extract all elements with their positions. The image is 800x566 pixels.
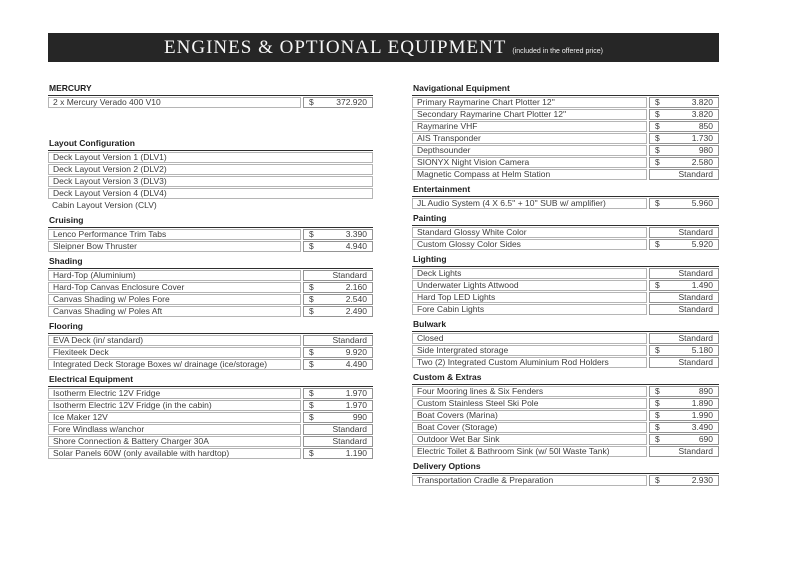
price-cell <box>649 145 719 156</box>
currency-symbol: $ <box>309 306 314 316</box>
item-label: Hard Top LED Lights <box>412 292 647 303</box>
price-value: 3.820 <box>691 97 713 107</box>
table-row <box>412 121 719 132</box>
column-right <box>412 84 719 491</box>
price-cell <box>303 229 373 240</box>
price-cell <box>649 280 719 291</box>
table-row <box>412 157 719 168</box>
price-cell <box>303 412 373 423</box>
item-label: Raymarine VHF <box>412 121 647 132</box>
price-cell <box>303 282 373 293</box>
table-row <box>412 239 719 250</box>
price-cell <box>649 345 719 356</box>
price-value: 5.180 <box>691 345 713 355</box>
standard-value: Standard <box>678 292 713 302</box>
currency-symbol: $ <box>309 400 314 410</box>
table-row <box>412 475 719 486</box>
table-row <box>48 282 373 293</box>
table-row <box>412 145 719 156</box>
item-label: Hard-Top (Aluminium) <box>48 270 301 281</box>
item-label: Two (2) Integrated Custom Aluminium Rod Holders <box>412 357 647 368</box>
section-title: Bulwark <box>412 320 719 332</box>
price-value: 2.160 <box>345 282 367 292</box>
item-label: Deck Layout Version 1 (DLV1) <box>48 152 373 163</box>
price-cell <box>649 422 719 433</box>
item-label: Side Intergrated storage <box>412 345 647 356</box>
price-cell <box>649 333 719 344</box>
price-cell <box>303 306 373 317</box>
price-value: 2.580 <box>691 157 713 167</box>
item-label: Deck Lights <box>412 268 647 279</box>
table-row <box>412 97 719 108</box>
section-title: Flooring <box>48 322 373 334</box>
section-delivery-options <box>412 462 719 486</box>
table-row <box>48 229 373 240</box>
table-row <box>48 188 373 199</box>
table-row <box>412 227 719 238</box>
section-lighting <box>412 255 719 315</box>
standard-value: Standard <box>678 268 713 278</box>
column-left <box>48 84 373 464</box>
price-value: 1.890 <box>691 398 713 408</box>
item-label: Primary Raymarine Chart Plotter 12'' <box>412 97 647 108</box>
currency-symbol: $ <box>655 121 660 131</box>
currency-symbol: $ <box>655 386 660 396</box>
price-value: 2.540 <box>345 294 367 304</box>
price-value: 850 <box>698 121 713 131</box>
section-title: Painting <box>412 214 719 226</box>
table-row <box>48 424 373 435</box>
page-header <box>48 33 719 62</box>
item-label: Cabin Layout Version (CLV) <box>52 200 157 210</box>
price-value: 1.990 <box>691 410 713 420</box>
section-title: Navigational Equipment <box>412 84 719 96</box>
standard-value: Standard <box>678 227 713 237</box>
item-label: Transportation Cradle & Preparation <box>412 475 647 486</box>
price-value: 3.390 <box>345 229 367 239</box>
table-row <box>48 270 373 281</box>
price-cell <box>649 198 719 209</box>
table-row <box>412 109 719 120</box>
price-cell <box>649 97 719 108</box>
currency-symbol: $ <box>309 347 314 357</box>
currency-symbol: $ <box>655 280 660 290</box>
price-cell <box>649 386 719 397</box>
table-row <box>412 292 719 303</box>
currency-symbol: $ <box>309 282 314 292</box>
currency-symbol: $ <box>309 412 314 422</box>
price-value: 1.970 <box>345 388 367 398</box>
table-row <box>412 345 719 356</box>
price-cell <box>649 268 719 279</box>
item-label: Shore Connection & Battery Charger 30A <box>48 436 301 447</box>
item-label: Magnetic Compass at Helm Station <box>412 169 647 180</box>
section-cruising <box>48 216 373 252</box>
price-cell <box>649 133 719 144</box>
price-value: 690 <box>698 434 713 444</box>
price-value: 1.970 <box>345 400 367 410</box>
item-label: Four Mooring lines & Six Fenders <box>412 386 647 397</box>
price-cell <box>649 475 719 486</box>
table-row <box>48 448 373 459</box>
item-label: Fore Cabin Lights <box>412 304 647 315</box>
table-row <box>412 333 719 344</box>
item-label: Boat Covers (Marina) <box>412 410 647 421</box>
section-flooring <box>48 322 373 370</box>
price-cell <box>649 292 719 303</box>
price-cell <box>649 109 719 120</box>
item-label: JL Audio System (4 X 6.5'' + 10'' SUB w/ amplifier) <box>412 198 647 209</box>
price-cell <box>649 446 719 457</box>
section-custom-extras <box>412 373 719 457</box>
price-value: 4.490 <box>345 359 367 369</box>
item-label: Ice Maker 12V <box>48 412 301 423</box>
currency-symbol: $ <box>309 294 314 304</box>
price-cell <box>303 448 373 459</box>
standard-value: Standard <box>678 357 713 367</box>
table-row <box>48 164 373 175</box>
standard-value: Standard <box>332 436 367 446</box>
currency-symbol: $ <box>655 345 660 355</box>
price-value: 2.490 <box>345 306 367 316</box>
price-cell <box>649 304 719 315</box>
section-title: Entertainment <box>412 185 719 197</box>
page-title: ENGINES & OPTIONAL EQUIPMENT <box>164 36 507 58</box>
table-row <box>412 280 719 291</box>
table-row <box>48 335 373 346</box>
standard-value: Standard <box>678 333 713 343</box>
section-painting <box>412 214 719 250</box>
item-label: Depthsounder <box>412 145 647 156</box>
table-row <box>48 347 373 358</box>
table-row <box>48 388 373 399</box>
price-value: 4.940 <box>345 241 367 251</box>
item-label: Fore Windlass w/anchor <box>48 424 301 435</box>
price-cell <box>303 335 373 346</box>
price-cell <box>303 270 373 281</box>
item-label: AIS Transponder <box>412 133 647 144</box>
item-label: Deck Layout Version 2 (DLV2) <box>48 164 373 175</box>
item-label: Electric Toilet & Bathroom Sink (w/ 50l Waste Tank) <box>412 446 647 457</box>
standard-value: Standard <box>678 446 713 456</box>
table-row <box>412 386 719 397</box>
table-row <box>48 412 373 423</box>
price-cell <box>649 227 719 238</box>
item-label: Secondary Raymarine Chart Plotter 12'' <box>412 109 647 120</box>
section-navigational-equipment <box>412 84 719 180</box>
currency-symbol: $ <box>309 359 314 369</box>
table-row <box>48 400 373 411</box>
item-label: Custom Glossy Color Sides <box>412 239 647 250</box>
item-label: Isotherm Electric 12V Fridge (in the cabin) <box>48 400 301 411</box>
table-row <box>48 241 373 252</box>
item-label: Boat Cover (Storage) <box>412 422 647 433</box>
price-cell <box>303 424 373 435</box>
table-row <box>48 294 373 305</box>
price-cell <box>303 241 373 252</box>
price-value: 1.190 <box>345 448 367 458</box>
standard-value: Standard <box>332 270 367 280</box>
price-value: 980 <box>698 145 713 155</box>
item-label: Standard Glossy White Color <box>412 227 647 238</box>
table-row <box>412 410 719 421</box>
table-row <box>48 359 373 370</box>
section-title: Shading <box>48 257 373 269</box>
table-row <box>412 422 719 433</box>
section-title: Delivery Options <box>412 462 719 474</box>
table-row <box>412 169 719 180</box>
price-cell <box>303 400 373 411</box>
item-label: Custom Stainless Steel Ski Pole <box>412 398 647 409</box>
price-cell <box>303 97 373 108</box>
price-cell <box>649 157 719 168</box>
currency-symbol: $ <box>655 157 660 167</box>
section-entertainment <box>412 185 719 209</box>
table-row <box>412 357 719 368</box>
currency-symbol: $ <box>309 241 314 251</box>
price-cell <box>303 347 373 358</box>
price-cell <box>303 294 373 305</box>
currency-symbol: $ <box>655 239 660 249</box>
item-label: Canvas Shading w/ Poles Aft <box>48 306 301 317</box>
item-label: Lenco Performance Trim Tabs <box>48 229 301 240</box>
currency-symbol: $ <box>655 198 660 208</box>
item-label: Integrated Deck Storage Boxes w/ drainage (ice/storage) <box>48 359 301 370</box>
item-label: Solar Panels 60W (only available with hardtop) <box>48 448 301 459</box>
section-shading <box>48 257 373 317</box>
price-cell <box>649 169 719 180</box>
item-label: Isotherm Electric 12V Fridge <box>48 388 301 399</box>
item-label: Closed <box>412 333 647 344</box>
price-cell <box>303 388 373 399</box>
table-row <box>412 133 719 144</box>
price-cell <box>303 436 373 447</box>
table-row <box>412 198 719 209</box>
standard-value: Standard <box>678 169 713 179</box>
item-label: Outdoor Wet Bar Sink <box>412 434 647 445</box>
table-row <box>48 306 373 317</box>
standard-value: Standard <box>678 304 713 314</box>
currency-symbol: $ <box>655 422 660 432</box>
price-value: 2.930 <box>691 475 713 485</box>
section-layout-configuration <box>48 139 373 211</box>
item-label: 2 x Mercury Verado 400 V10 <box>48 97 301 108</box>
price-cell <box>303 359 373 370</box>
price-value: 5.920 <box>691 239 713 249</box>
currency-symbol: $ <box>655 133 660 143</box>
currency-symbol: $ <box>655 434 660 444</box>
item-label: SIONYX Night Vision Camera <box>412 157 647 168</box>
currency-symbol: $ <box>655 109 660 119</box>
price-cell <box>649 398 719 409</box>
item-label: Underwater Lights Attwood <box>412 280 647 291</box>
table-row <box>412 434 719 445</box>
standard-value: Standard <box>332 335 367 345</box>
price-cell <box>649 410 719 421</box>
price-cell <box>649 121 719 132</box>
currency-symbol: $ <box>655 475 660 485</box>
item-label: Canvas Shading w/ Poles Fore <box>48 294 301 305</box>
table-row <box>48 97 373 108</box>
standard-value: Standard <box>332 424 367 434</box>
table-row <box>48 152 373 163</box>
section-title: Custom & Extras <box>412 373 719 385</box>
table-row <box>48 200 373 211</box>
page-subtitle: (included in the offered price) <box>512 47 603 55</box>
currency-symbol: $ <box>655 97 660 107</box>
table-row <box>412 304 719 315</box>
price-value: 5.960 <box>691 198 713 208</box>
item-label: Deck Layout Version 3 (DLV3) <box>48 176 373 187</box>
price-cell <box>649 357 719 368</box>
price-value: 1.490 <box>691 280 713 290</box>
item-label: Hard-Top Canvas Enclosure Cover <box>48 282 301 293</box>
price-value: 1.730 <box>691 133 713 143</box>
currency-symbol: $ <box>309 448 314 458</box>
currency-symbol: $ <box>309 97 314 107</box>
price-value: 3.490 <box>691 422 713 432</box>
section-bulwark <box>412 320 719 368</box>
price-value: 9.920 <box>345 347 367 357</box>
currency-symbol: $ <box>309 388 314 398</box>
table-row <box>48 436 373 447</box>
section-electrical-equipment <box>48 375 373 459</box>
price-cell <box>649 239 719 250</box>
currency-symbol: $ <box>655 410 660 420</box>
section-title: Layout Configuration <box>48 139 373 151</box>
price-value: 372.920 <box>336 97 367 107</box>
section-mercury <box>48 84 373 108</box>
table-row <box>412 398 719 409</box>
item-label: Sleipner Bow Thruster <box>48 241 301 252</box>
price-value: 990 <box>352 412 367 422</box>
section-title: MERCURY <box>48 84 373 96</box>
section-title: Cruising <box>48 216 373 228</box>
item-label: Deck Layout Version 4 (DLV4) <box>48 188 373 199</box>
section-title: Lighting <box>412 255 719 267</box>
table-row <box>412 446 719 457</box>
currency-symbol: $ <box>655 398 660 408</box>
table-row <box>48 176 373 187</box>
item-label: EVA Deck (in/ standard) <box>48 335 301 346</box>
price-value: 890 <box>698 386 713 396</box>
price-value: 3.820 <box>691 109 713 119</box>
item-label: Flexiteek Deck <box>48 347 301 358</box>
section-title: Electrical Equipment <box>48 375 373 387</box>
currency-symbol: $ <box>309 229 314 239</box>
currency-symbol: $ <box>655 145 660 155</box>
table-row <box>412 268 719 279</box>
price-cell <box>649 434 719 445</box>
